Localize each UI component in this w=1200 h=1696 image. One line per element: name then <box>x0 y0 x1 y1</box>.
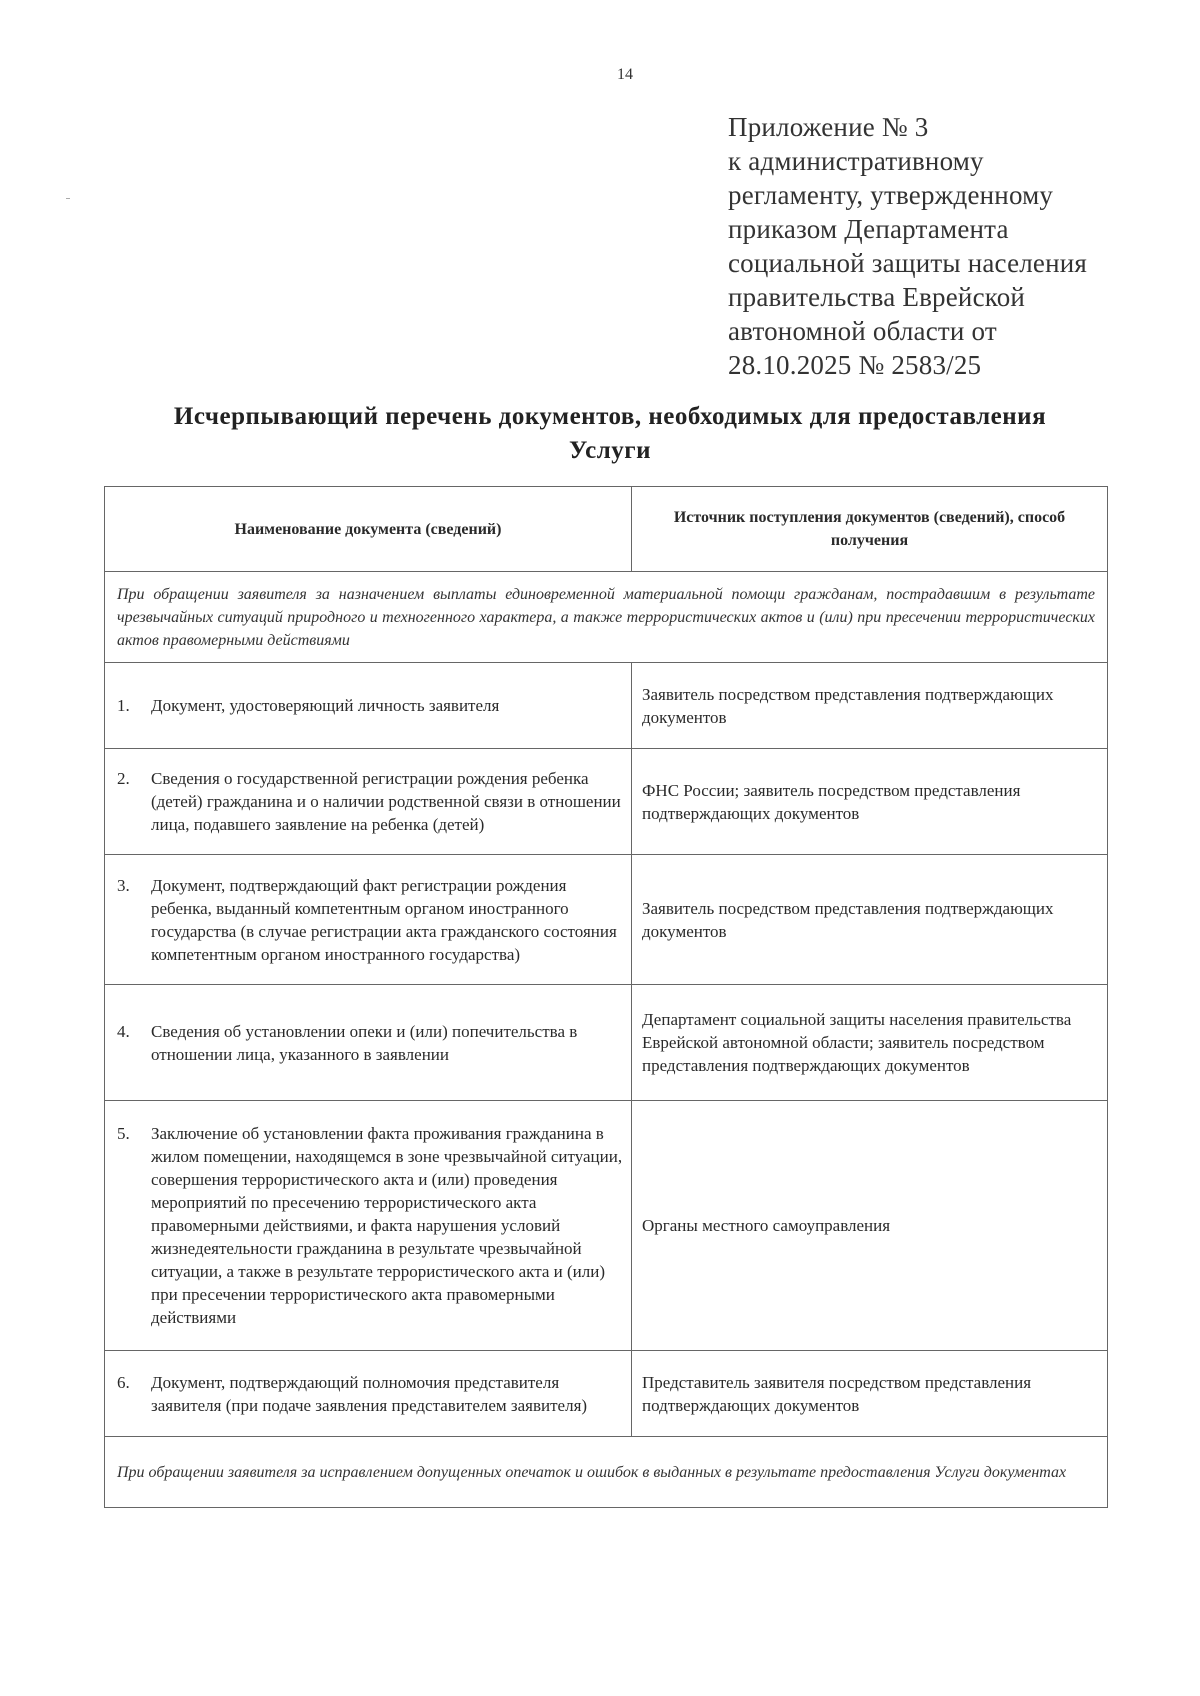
table-row <box>105 663 1108 749</box>
appendix-line: 28.10.2025 № 2583/25 <box>728 350 982 380</box>
section-row <box>105 572 1108 663</box>
source-cell: Представитель заявителя посредством представления подтверждающих документов <box>632 1351 1108 1437</box>
header-source: Источник поступления документов (сведений), способ получения <box>632 487 1108 572</box>
appendix-line: приказом Департамента <box>728 214 1009 244</box>
document-name: Сведения о государственной регистрации рождения ребенка (детей) гражданина и о наличии родственной связи в отношении лица, подавшего заявление на ребенка (детей) <box>151 769 621 834</box>
table-header-row <box>105 487 1108 572</box>
document-name: Сведения об установлении опеки и (или) попечительства в отношении лица, указанного в заявлении <box>151 1021 578 1064</box>
appendix-line: автономной области от <box>728 316 997 346</box>
title-line-1: Исчерпывающий перечень документов, необходимых для предоставления <box>173 403 1047 430</box>
document-name: Документ, удостоверяющий личность заявителя <box>151 696 500 715</box>
document-name-cell <box>105 985 632 1101</box>
row-number: 1. <box>117 696 130 715</box>
document-name-cell <box>105 855 632 985</box>
appendix-line: Приложение № 3 <box>728 112 929 142</box>
document-name-cell <box>105 749 632 855</box>
document-name: Документ, подтверждающий полномочия представителя заявителя (при подаче заявления представителем заявителя) <box>151 1372 588 1415</box>
section-row <box>105 1437 1108 1508</box>
table-row <box>105 1351 1108 1437</box>
document-name-cell <box>105 663 632 749</box>
appendix-block <box>728 110 1148 382</box>
document-name-cell <box>105 1101 632 1351</box>
appendix-line: социальной защиты населения <box>728 248 1088 278</box>
row-number: 2. <box>117 769 130 788</box>
appendix-line: правительства Еврейской <box>728 282 1026 312</box>
page-number: 14 <box>617 66 633 83</box>
section-caption: При обращении заявителя за исправлением допущенных опечаток и ошибок в выданных в результате предоставления Услуги документах <box>105 1437 1108 1508</box>
document-name-cell <box>105 1351 632 1437</box>
source-cell: Заявитель посредством представления подтверждающих документов <box>632 663 1108 749</box>
source-cell: Органы местного самоуправления <box>632 1101 1108 1351</box>
documents-table <box>104 486 1108 1508</box>
header-document-name: Наименование документа (сведений) <box>105 487 632 572</box>
row-number: 3. <box>117 875 130 895</box>
source-cell: ФНС России; заявитель посредством представления подтверждающих документов <box>632 749 1108 855</box>
table-row <box>105 855 1108 985</box>
row-number: 5. <box>117 1124 130 1143</box>
source-cell: Заявитель посредством представления подтверждающих документов <box>632 855 1108 985</box>
table-row <box>105 985 1108 1101</box>
section-caption: При обращении заявителя за назначением выплаты единовременной материальной помощи гражданам, пострадавшим в результате чрезвычайных ситуаций природного и техногенного характера, а также террористических актов и (или) при пресечении террористических актов правомерными действиями <box>105 572 1108 663</box>
table-row <box>105 1101 1108 1351</box>
document-name: Заключение об установлении факта проживания гражданина в жилом помещении, находящемся в зоне чрезвычайной ситуации, совершения террористического акта и (или) проведения мероприятий по пресечению террористического акта правомерными действиями, и факта нарушения условий жизнедеятельности гражданина в результате чрезвычайной ситуации, а также в результате террористического акта и (или) при пресечении террористического акта правомерными действиями <box>151 1124 623 1327</box>
document-title <box>110 400 1110 468</box>
table-row <box>105 749 1108 855</box>
row-number: 4. <box>117 1021 130 1041</box>
source-cell: Департамент социальной защиты населения правительства Еврейской автономной области; заявитель посредством представления подтверждающих документов <box>632 985 1108 1101</box>
scan-speck <box>66 198 70 199</box>
appendix-line: регламенту, утвержденному <box>728 180 1054 210</box>
title-line-2: Услуги <box>568 437 652 464</box>
document-name: Документ, подтверждающий факт регистрации рождения ребенка, выданный компетентным органом иностранного государства (в случае регистрации акта гражданского состояния компетентным органом иностранного государства) <box>151 875 617 964</box>
row-number: 6. <box>117 1372 130 1392</box>
appendix-line: к административному <box>728 146 984 176</box>
